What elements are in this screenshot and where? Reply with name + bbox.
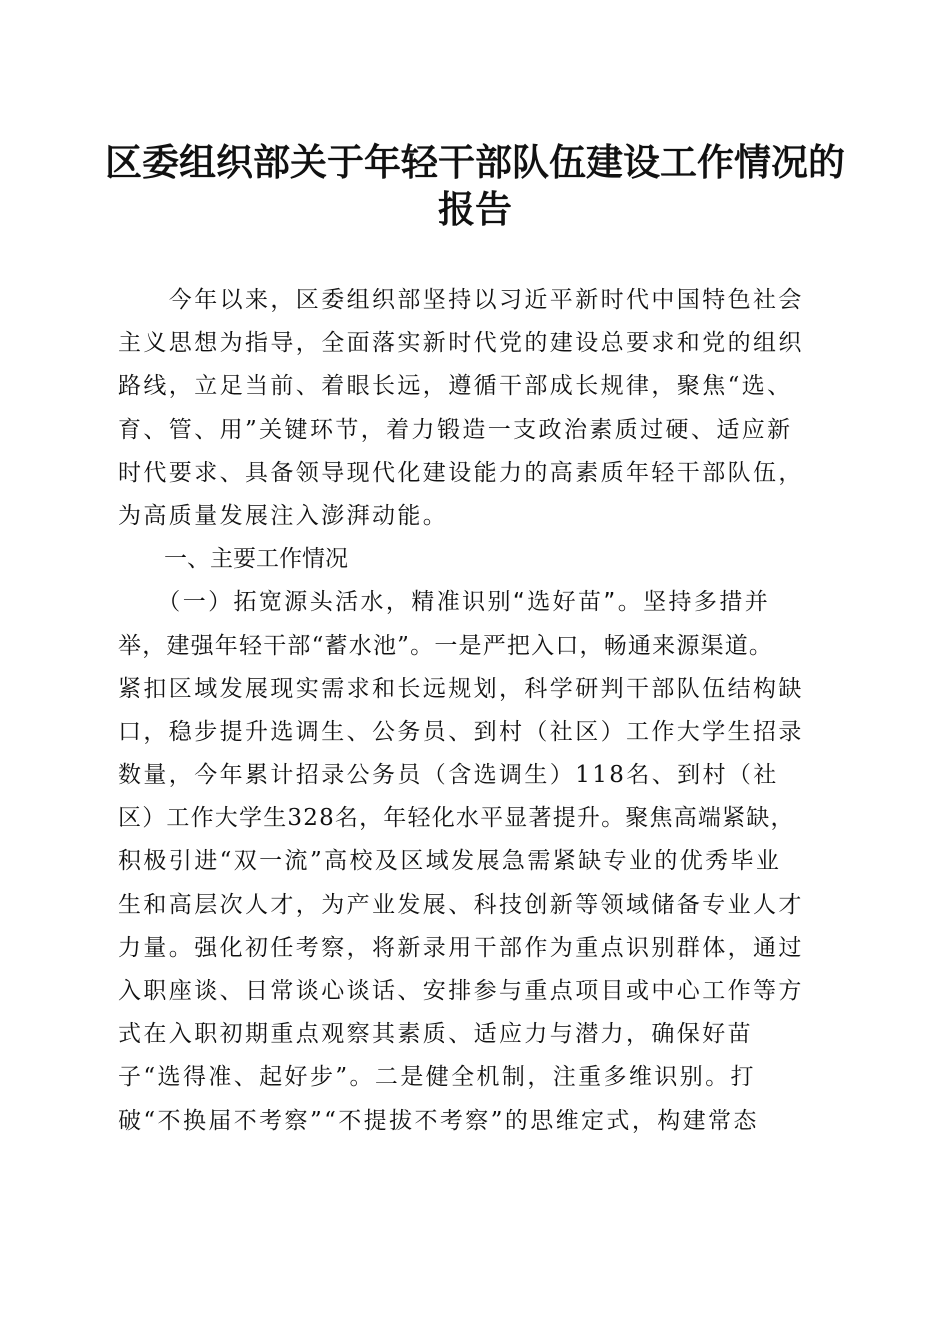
body-line: 破“不换届不考察”“不提拔不考察”的思维定式，构建常态 xyxy=(118,1107,759,1134)
body-line: 积极引进“双一流”高校及区域发展急需紧缺专业的优秀毕业 xyxy=(118,848,782,875)
body-line: 生和高层次人才，为产业发展、科技创新等领域储备专业人才 xyxy=(118,891,804,918)
body-line: 育、管、用”关键环节，着力锻造一支政治素质过硬、适应新 xyxy=(118,416,793,443)
document-body xyxy=(118,279,838,1143)
body-line: 紧扣区域发展现实需求和长远规划，科学研判干部队伍结构缺 xyxy=(118,675,804,702)
body-line: 子“选得准、起好步”。二是健全机制，注重多维识别。打 xyxy=(118,1064,756,1091)
document-title-line-2: 报告 xyxy=(438,187,512,231)
section-heading-main-work: 一、主要工作情况 xyxy=(118,546,348,573)
body-line: 今年以来，区委组织部坚持以习近平新时代中国特色社会 xyxy=(118,287,804,313)
body-line: 路线，立足当前、着眼长远，遵循干部成长规律，聚焦“选、 xyxy=(118,373,793,400)
body-line: 举，建强年轻干部“蓄水池”。一是严把入口，畅通来源渠道。 xyxy=(118,632,774,659)
body-line: 入职座谈、日常谈心谈话、安排参与重点项目或中心工作等方 xyxy=(118,978,804,1004)
subsection-heading-line: （一）拓宽源头活水，精准识别“选好苗”。坚持多措并 xyxy=(118,589,771,616)
body-line: 时代要求、具备领导现代化建设能力的高素质年轻干部队伍， xyxy=(118,459,804,486)
body-line: 为高质量发展注入澎湃动能。 xyxy=(118,502,449,529)
body-line: 主义思想为指导，全面落实新时代党的建设总要求和党的组织 xyxy=(118,330,804,357)
body-line: 式在入职初期重点观察其素质、适应力与潜力，确保好苗 xyxy=(118,1021,753,1048)
body-line: 力量。强化初任考察，将新录用干部作为重点识别群体，通过 xyxy=(118,934,804,961)
body-line: 数量，今年累计招录公务员（含选调生）118名、到村（社 xyxy=(118,762,779,789)
document-title-line-1: 区委组织部关于年轻干部队伍建设工作情况的 xyxy=(105,140,845,184)
body-line: 区）工作大学生328名，年轻化水平显著提升。聚焦高端紧缺， xyxy=(118,805,795,832)
body-line: 口，稳步提升选调生、公务员、到村（社区）工作大学生招录 xyxy=(118,718,804,745)
